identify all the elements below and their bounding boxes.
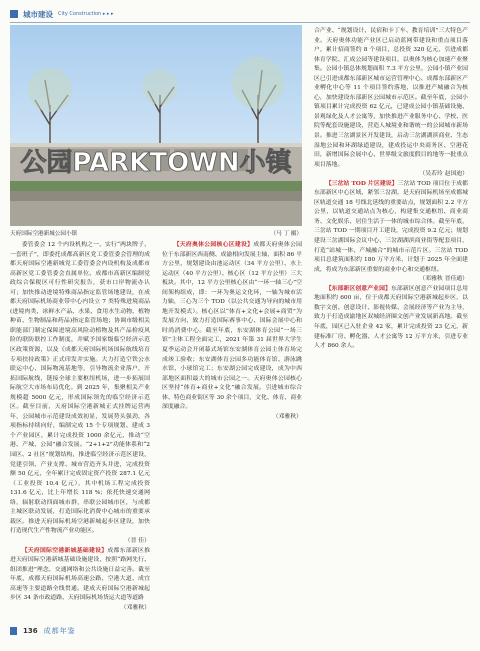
column-2 (162, 241, 302, 422)
section-subtitle: City Construction ▸ ▸ ▸ (58, 11, 114, 17)
section-body: 东部新区创意产业园项目总用地面积约 600 亩，位于成都天府国际空港新城起步区，以数字文创、创意设计、影视传媒、会展经济等产业为主导，致力于打造成渝地区双城经济圈文创产业发展新高地。截至年底，园区已入驻企业 42 家，累计完成投资 23 亿元，新建标准厂房、孵化器、人才公寓等 12 万平方米，引进专业人才 860 余人。 (314, 285, 469, 350)
section-paragraph (314, 285, 468, 352)
caption-text: 天府国际空港新城公园小镇 (10, 231, 78, 237)
author: （晋 佳） (124, 537, 150, 544)
page-footer (10, 625, 76, 637)
paragraph: 合产业、“规划设计、民宿和卡丁车、教育培训”三大特色产业。天府奥体功能产业区已启动蓝网带建设和重点项目落户，累计招商签约 8 个项目，总投资 320 亿元，引进成都体育学院、汇成公园等建设项目，以奥体为核心加速产业聚集。公园小镇总体规划面积 7.3 平方公里，公园小镇产业园区已引进成都东部新区城市运营管理中心、成都东部新区产业孵化中心等 11 个项目签约落地，以推进产城融合为核心，加快建设东部新区公园城市示范区。截至年底，公园小镇项目累计完成投资 62 亿元，已建成公园小镇基础设施、景观绿化及人才公寓等，加快推进产业服务中心、学校、医院等配套设施建设，营造人城境业和谐统一的公园城市新场景。推进三岔湖景区开发建设，启动三岔湖湖滨商业、生态湿地公园和环湖绿道建设，建成投运中央商务区、空港花田，新增国际会展中心、世界级文旅度假目的地等一批重点项目落地。 (314, 28, 468, 168)
paragraph: 委管委会 12 个内设机构之一，实行“两块牌子、一套班子”，即委托成都高新区党工委管委会管理的成都天府国际空港新城党工委管委会内设机构及成都市高新区党工委管委会直属单位。成都市高新区编制党政综合保税区可行性研究报告，获市口岸物流办认可；加快推动进境特殊商品指定监管场地建设，在成都天府国际机场商业带中心内设立 7 类特殊进境商品(进境肉类、冰鲜水产品、水果、食用水生动物、植物种苗、生物制品和药品)指定监管场地；协调市级相关职能部门制定保障进境高风险动植物及其产品检疫风险的联防联控工作制度，并赋予国家级临空经济示范区政策资源，以及《成都天府国际机场国际航线培育专项扶持政策》正式印发并实施。大力打造空铁公水联运中心、国际物流基地等，引导物流企业落户，开拓国际航线，链接全球主要枢纽机场，进一步拓展国际航空大市场布局优化。到 2025 年，集聚相关产业规模超 5000 亿元，形成国际领先的临空经济示范区。截至目前，天府国际空港新城正式挂牌运营两年，公园城市示范建设成效初显，发展势头强劲，各项指标持续向好，编制完成 15 个专项规划、建成 3 个产业园区，累计完成投资 1000 余亿元，推动“空港、产城、公园”融合发展。“2+1+2”功能体系和“2 园区、2 社区”规划结构，推进临空经济示范区建设，党建引领、产业支撑、城市营造齐头并进，完成投资额 50 亿元，全年累计完成固定资产投资 287.1 亿元（工业投资 10.4 亿元），其中机场工程完成投资 131.6 亿元，比上年增长 118 %；依托快速交通网络，辐射联动四面城市群，串联公园城市区，与成都主城区联动发展，打造国际化消费中心城市的重要承载区。推进天府国际机场空港新城起步区建设，加快打造现代生产性物流产业功能区。 (10, 242, 150, 535)
section-title: 城市建设 (23, 9, 53, 19)
sign-text: 公园PARKTOWN小镇 (20, 148, 292, 178)
park-town-photo (10, 25, 302, 226)
author: （邓雅秋 晋佳通） (419, 276, 468, 283)
publication-name: 成都年鉴 (43, 627, 76, 635)
footer-marker-icon (10, 627, 17, 635)
section-heading: 【三岔站 TOD 片区建设】 (325, 180, 398, 187)
section-heading: 【东部新区创意产业园】 (325, 285, 391, 292)
author: （邓雅秋） (272, 413, 302, 420)
page-number: 136 (23, 627, 38, 635)
section-body: 成都东部新区推进天府国际空港新城基础设施建设，按照“路网先行、组团推进”理念，交通网络和公共设施日益完善。截至年底，成都天府国际机场高速公路、空港大道、成宜高速等主要道路全线贯通。建成天府国际空港新城起步区 34 条市政道路、天府国际机场货运大道等道路 (10, 547, 151, 602)
section-marker-icon (10, 10, 18, 18)
section-paragraph (314, 180, 468, 275)
column-1 (10, 241, 150, 613)
section-body: 三岔站 TOD 项目位于成都东部新区中心区域，紧邻三岔湖，是天府国际机场至成都城区轨道交通 18 号线北延线的重要站点，规划面积 2.2 平方公里，以轨道交通站点为核心，构建集交通枢纽、商业商务、文化娱乐、居住生活于一体的城市综合体。截至年底，三岔站 TOD 一期项目开工建设，完成投资 9.2 亿元；规划建设三岔湖国际会议中心、三岔湖湖滨商业街等配套项目，打造“站城一体、产城融合”的城市示范片区。三岔站 TOD 项目总建筑面积约 180 万平方米，计划于 2025 年全面建成，将成为东部新区重要的商业中心和交通枢纽。 (314, 180, 468, 273)
author: （邓雅秋） (120, 604, 150, 611)
caption-credit: （马 丁 摄） (270, 231, 302, 237)
column-3 (314, 27, 468, 352)
section-heading: 【天府国际空港新城基础建设】 (21, 547, 108, 554)
page-header (10, 7, 114, 21)
photo-caption (10, 229, 302, 237)
section-paragraph (10, 547, 150, 604)
section-paragraph (162, 241, 302, 413)
section-heading: 【天府奥体公园核心区建设】 (173, 242, 254, 248)
author: （吴若玲 赵国迪） (419, 171, 468, 178)
section-body: 成都天府奥体公园位于东部新区西南侧、成渝相向发展主轴，面积 86 平方公里，规划建设由池运动区（34 平方公里）、水上运动区（40 平方公里）、核心区（12 平方公里）三大板块。其中，12 平方公里核心区由“一环一轴三心”空间架构组成，即：一环为奥运文化环，一轴为城市活力轴，三心为三个 TOD（以公共交通为导向的城市用地开发模式）。核心区以“体育+文化+会展+商贸”为发展方向，致力打造国际赛事中心、国际会展中心和时尚消费中心。截至年底，东安湖体育公园“一场三馆”主体工程全面完工，2021 年第 31 届世界大学生夏季运动会开闭幕式场馆东安湖体育公园主体育场完成竣工验收；东安湖体育公园多功能体育馆、游泳跳水馆、小球馆完工；东安湖公园完成建设，成为中西部地区面积最大的城市公园之一。天府奥体公园核心区坚持“体育+商业+文化”融合发展，引进城市综合体、特色商业街区等 30 余个项目，文化、体育、商业深度融合。 (162, 242, 303, 411)
header-divider (10, 22, 470, 23)
park-town-illustration (10, 25, 302, 226)
